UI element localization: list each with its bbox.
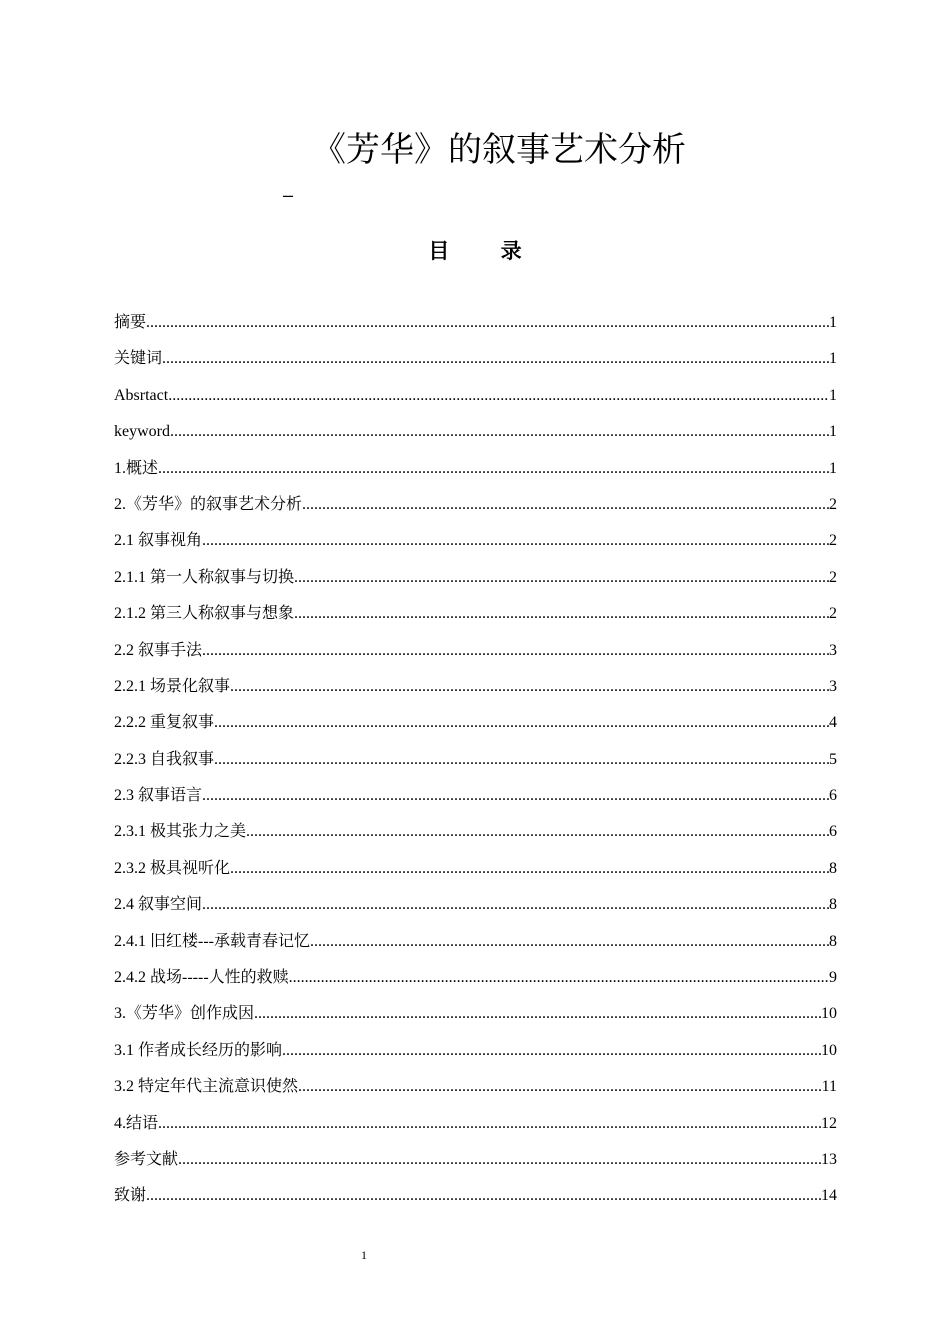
toc-entry-page: 13 xyxy=(821,1150,837,1168)
toc-entry-page: 2 xyxy=(829,568,837,586)
toc-entry[interactable] xyxy=(114,887,837,923)
toc-entry[interactable] xyxy=(114,414,837,450)
toc-entry-label: 4.结语 xyxy=(114,1114,159,1132)
toc-entry[interactable] xyxy=(114,560,837,596)
toc-leader-dots xyxy=(282,1033,821,1069)
toc-leader-dots xyxy=(158,451,829,487)
toc-entry-label: 参考文献 xyxy=(114,1150,179,1168)
toc-entry[interactable] xyxy=(114,1106,837,1142)
toc-leader-dots xyxy=(178,1142,821,1178)
toc-leader-dots xyxy=(146,1178,821,1214)
toc-entry-label: 2.2.3 自我叙事 xyxy=(114,750,215,768)
toc-entry-page: 4 xyxy=(829,714,837,732)
toc-entry-page: 3 xyxy=(829,641,837,659)
toc-entry-label: 关键词 xyxy=(114,350,163,368)
toc-leader-dots xyxy=(310,924,829,960)
toc-entry-page: 11 xyxy=(821,1078,837,1096)
toc-entry-page: 1 xyxy=(829,459,837,477)
toc-leader-dots xyxy=(254,996,821,1032)
toc-leader-dots xyxy=(302,487,829,523)
toc-entry-label: 3.《芳华》创作成因 xyxy=(114,1005,255,1023)
table-of-contents xyxy=(114,305,837,1215)
toc-entry[interactable] xyxy=(114,924,837,960)
toc-entry-label: 2.1 叙事视角 xyxy=(114,532,203,550)
toc-entry[interactable] xyxy=(114,851,837,887)
toc-entry-label: 2.1.1 第一人称叙事与切换 xyxy=(114,568,295,586)
toc-entry-label: 2.1.2 第三人称叙事与想象 xyxy=(114,605,295,623)
toc-entry[interactable] xyxy=(114,523,837,559)
toc-entry[interactable] xyxy=(114,960,837,996)
toc-entry-page: 8 xyxy=(829,859,837,877)
toc-entry-page: 10 xyxy=(821,1041,837,1059)
toc-entry-label: 1.概述 xyxy=(114,459,159,477)
toc-leader-dots xyxy=(146,305,829,341)
toc-entry-label: 3.1 作者成长经历的影响 xyxy=(114,1041,283,1059)
toc-entry[interactable] xyxy=(114,669,837,705)
toc-entry[interactable] xyxy=(114,778,837,814)
toc-leader-dots xyxy=(294,596,829,632)
toc-entry-page: 2 xyxy=(829,532,837,550)
toc-entry-page: 8 xyxy=(829,896,837,914)
toc-entry[interactable] xyxy=(114,1142,837,1178)
toc-leader-dots xyxy=(214,742,829,778)
toc-entry[interactable] xyxy=(114,705,837,741)
toc-entry-page: 3 xyxy=(829,677,837,695)
toc-entry-page: 6 xyxy=(829,823,837,841)
toc-entry[interactable] xyxy=(114,341,837,377)
toc-entry-label: 2.2.1 场景化叙事 xyxy=(114,677,231,695)
toc-entry-page: 9 xyxy=(829,969,837,987)
toc-entry-label: 致谢 xyxy=(114,1187,147,1205)
toc-entry-label: 2.《芳华》的叙事艺术分析 xyxy=(114,495,303,513)
toc-entry-label: 2.4 叙事空间 xyxy=(114,896,203,914)
toc-entry-label: 摘要 xyxy=(114,314,147,331)
toc-leader-dots xyxy=(202,778,829,814)
toc-leader-dots xyxy=(202,523,829,559)
toc-entry-page: 5 xyxy=(829,750,837,768)
toc-entry-page: 8 xyxy=(829,932,837,950)
toc-heading: 目 录 xyxy=(428,239,544,263)
title-mark: – xyxy=(283,185,294,205)
toc-entry-label: 2.3.2 极具视听化 xyxy=(114,859,231,877)
toc-entry-page: 1 xyxy=(829,423,837,441)
toc-entry[interactable] xyxy=(114,742,837,778)
toc-leader-dots xyxy=(230,669,829,705)
toc-entry-page: 1 xyxy=(829,314,837,331)
toc-entry[interactable] xyxy=(114,305,837,341)
document-title: 《芳华》的叙事艺术分析 xyxy=(312,130,686,170)
toc-entry-label: 2.3 叙事语言 xyxy=(114,787,203,805)
toc-leader-dots xyxy=(202,887,829,923)
toc-leader-dots xyxy=(230,851,829,887)
toc-entry-page: 2 xyxy=(829,605,837,623)
toc-entry-page: 14 xyxy=(821,1187,837,1205)
toc-entry-page: 2 xyxy=(829,495,837,513)
toc-entry[interactable] xyxy=(114,487,837,523)
toc-entry[interactable] xyxy=(114,451,837,487)
toc-entry-page: 6 xyxy=(829,787,837,805)
toc-entry-label: 2.2 叙事手法 xyxy=(114,641,203,659)
toc-entry-label: 2.4.1 旧红楼---承载青春记忆 xyxy=(114,932,310,950)
toc-leader-dots xyxy=(162,341,829,377)
toc-leader-dots xyxy=(158,1106,821,1142)
toc-entry-label: keyword xyxy=(114,423,170,441)
toc-leader-dots xyxy=(168,378,829,414)
toc-entry[interactable] xyxy=(114,1178,837,1214)
toc-entry-label: Absrtact xyxy=(114,386,169,404)
toc-entry-page: 10 xyxy=(821,1005,837,1023)
toc-entry[interactable] xyxy=(114,814,837,850)
toc-entry-page: 1 xyxy=(829,350,837,368)
toc-entry[interactable] xyxy=(114,1069,837,1105)
toc-entry-page: 1 xyxy=(829,386,837,404)
toc-entry[interactable] xyxy=(114,996,837,1032)
toc-leader-dots xyxy=(202,633,829,669)
toc-entry-label: 2.4.2 战场-----人性的救赎 xyxy=(114,969,289,987)
toc-leader-dots xyxy=(170,414,829,450)
toc-leader-dots xyxy=(298,1069,822,1105)
toc-entry[interactable] xyxy=(114,633,837,669)
toc-entry-page: 12 xyxy=(821,1114,837,1132)
toc-leader-dots xyxy=(289,960,829,996)
page-number: 1 xyxy=(361,1248,367,1262)
toc-entry-label: 3.2 特定年代主流意识使然 xyxy=(114,1078,299,1096)
toc-entry[interactable] xyxy=(114,1033,837,1069)
toc-leader-dots xyxy=(246,814,829,850)
toc-entry-label: 2.2.2 重复叙事 xyxy=(114,714,215,732)
toc-leader-dots xyxy=(294,560,829,596)
toc-leader-dots xyxy=(214,705,829,741)
toc-entry[interactable] xyxy=(114,378,837,414)
toc-entry[interactable] xyxy=(114,596,837,632)
toc-entry-label: 2.3.1 极其张力之美 xyxy=(114,823,247,841)
